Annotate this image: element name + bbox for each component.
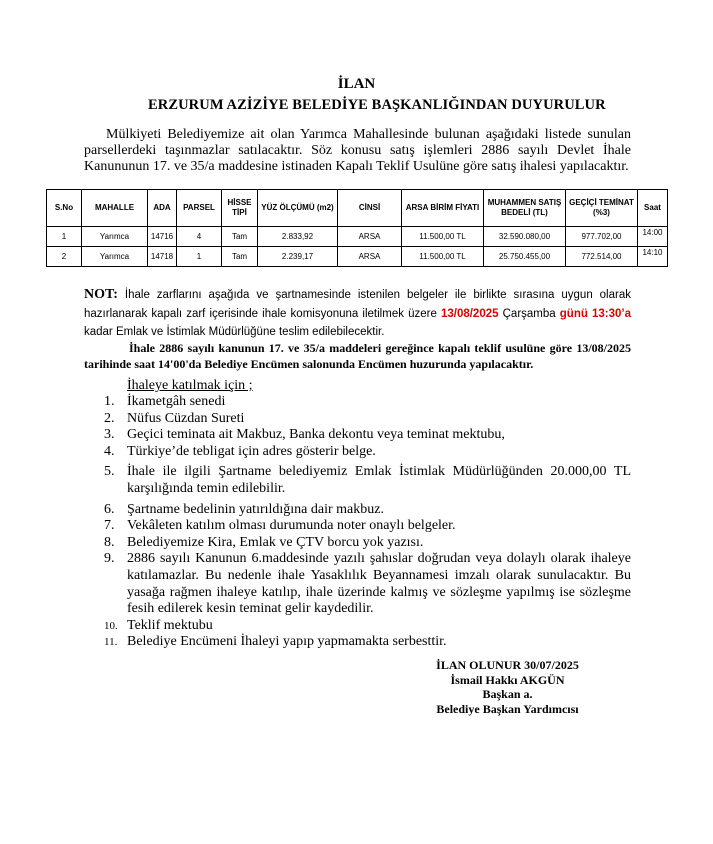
cell-cinsi: ARSA bbox=[338, 247, 402, 267]
table-header-row bbox=[47, 190, 668, 227]
list-item: 2. Nüfus Cüzdan Sureti bbox=[104, 410, 245, 426]
list-item: 10. Teklif mektubu bbox=[104, 617, 213, 633]
cell-hisse: Tam bbox=[222, 247, 258, 267]
cell-muhammen: 25.750.455,00 bbox=[484, 247, 566, 267]
note-time: günü 13:30’a bbox=[559, 307, 631, 320]
ihale-paragraph: İhale 2886 sayılı kanunun 17. ve 35/a maddeleri gereğince kapalı teklif usulüne göre 13/08/2025 tarihinde saat 14'00'da Belediye Encümen salonunda Encümen huzurunda yapılacaktır. bbox=[84, 341, 631, 371]
cell-saat: 14:10 bbox=[638, 247, 668, 267]
cell-sno: 1 bbox=[47, 227, 82, 247]
col-header-muhammen: MUHAMMEN SATIŞ BEDELİ (TL) bbox=[484, 190, 566, 227]
cell-hisse: Tam bbox=[222, 227, 258, 247]
table-row bbox=[47, 247, 668, 267]
col-header-mahalle: MAHALLE bbox=[82, 190, 148, 227]
cell-mahalle: Yarımca bbox=[82, 247, 148, 267]
intro-paragraph: Mülkiyeti Belediyemize ait olan Yarımca Mahallesinde bulunan aşağıdaki listede sunulan parsellerdeki taşınmazlar satılacaktır. Söz konusu satış işlemleri 2886 sayılı Devlet İhale Kanununun 17. ve 35/a maddesine istinaden Kapalı Teklif Usulüne göre satış ihalesi yapılacaktır. bbox=[84, 127, 631, 174]
cell-ada: 14718 bbox=[148, 247, 177, 267]
signature-name: İsmail Hakkı AKGÜN bbox=[450, 672, 565, 687]
col-header-ada: ADA bbox=[148, 190, 177, 227]
col-header-yuz: YÜZ ÖLÇÜMÜ (m2) bbox=[258, 190, 338, 227]
list-item: 7. Vekâleten katılım olması durumunda noter onaylı belgeler. bbox=[104, 518, 456, 534]
list-item: 9. 2886 sayılı Kanunun 6.maddesinde yazılı şahıslar doğrudan veya dolaylı olarak ihaleye katılamazlar. Bu nedenle ihale Yasaklılık Beyannamesi imzalı olarak sunulacaktır. Bu yasağa rağmen ihaleye katılıp, ihale üzerinde kalmış ve sözleşme yapılmış ise sözleşme fesih edilerek kesin teminat gelir kaydedilir. bbox=[104, 551, 631, 617]
note-text-mid: Çarşamba bbox=[498, 307, 560, 320]
list-item: 3. Geçici teminata ait Makbuz, Banka dekontu veya teminat mektubu, bbox=[104, 427, 505, 443]
col-header-cinsi: CİNSİ bbox=[338, 190, 402, 227]
table-row bbox=[47, 227, 668, 247]
note-label: NOT: bbox=[84, 287, 118, 302]
cell-muhammen: 32.590.080,00 bbox=[484, 227, 566, 247]
cell-parsel: 1 bbox=[177, 247, 222, 267]
cell-mahalle: Yarımca bbox=[82, 227, 148, 247]
cell-saat: 14:00 bbox=[638, 227, 668, 247]
signature-role: Başkan a. bbox=[482, 687, 533, 701]
col-header-hisse: HİSSE TİPİ bbox=[222, 190, 258, 227]
cell-arsa: 11.500,00 TL bbox=[402, 247, 484, 267]
page-title: İLAN bbox=[337, 76, 376, 92]
signature-block bbox=[400, 658, 615, 716]
note-text-before: İhale zarflarını aşağıda ve şartnamesinde istenilen belgeler ile birlikte sırasına uygun olarak hazırlanarak kapalı zarf içerisinde ihale komisyonuna iletilmek üzere bbox=[84, 289, 631, 320]
list-item: 1. İkametgâh senedi bbox=[104, 394, 226, 409]
signature-role-title: Belediye Başkan Yardımcısı bbox=[436, 701, 579, 716]
col-header-saat: Saat bbox=[638, 190, 668, 227]
parcel-table bbox=[46, 189, 668, 267]
cell-cinsi: ARSA bbox=[338, 227, 402, 247]
col-header-teminat: GEÇİÇİ TEMİNAT (%3) bbox=[566, 190, 638, 227]
note-paragraph bbox=[84, 286, 631, 342]
cell-teminat: 977.702,00 bbox=[566, 227, 638, 247]
col-header-sno: S.No bbox=[47, 190, 82, 227]
cell-ada: 14716 bbox=[148, 227, 177, 247]
cell-sno: 2 bbox=[47, 247, 82, 267]
list-item: 11. Belediye Encümeni İhaleyi yapıp yapmamakta serbesttir. bbox=[104, 634, 447, 650]
cell-yuz: 2.833,92 bbox=[258, 227, 338, 247]
requirements-list bbox=[104, 394, 631, 651]
col-header-parsel: PARSEL bbox=[177, 190, 222, 227]
page-subtitle: ERZURUM AZİZİYE BELEDİYE BAŞKANLIĞINDAN DUYURULUR bbox=[148, 97, 606, 113]
list-item: 5. İhale ile ilgili Şartname belediyemiz Emlak İstimlak Müdürlüğünden 20.000,00 TL karşılığında temin edilebilir. bbox=[104, 464, 631, 496]
signature-date-line: İLAN OLUNUR 30/07/2025 bbox=[436, 658, 579, 672]
list-item: 4. Türkiye’de tebligat için adres gösterir belge. bbox=[104, 443, 376, 459]
note-date: 13/08/2025 bbox=[440, 307, 499, 320]
cell-teminat: 772.514,00 bbox=[566, 247, 638, 267]
list-item: 8. Belediyemize Kira, Emlak ve ÇTV borcu yok yazısı. bbox=[104, 534, 424, 550]
cell-yuz: 2.239,17 bbox=[258, 247, 338, 267]
col-header-arsa: ARSA BİRİM FİYATI bbox=[402, 190, 484, 227]
note-text-after: kadar Emlak ve İstimlak Müdürlüğüne teslim edilebilecektir. bbox=[84, 326, 385, 338]
cell-arsa: 11.500,00 TL bbox=[402, 227, 484, 247]
requirements-heading: İhaleye katılmak için ; bbox=[127, 378, 253, 393]
list-item: 6. Şartname bedelinin yatırıldığına dair makbuz. bbox=[104, 501, 384, 517]
cell-parsel: 4 bbox=[177, 227, 222, 247]
